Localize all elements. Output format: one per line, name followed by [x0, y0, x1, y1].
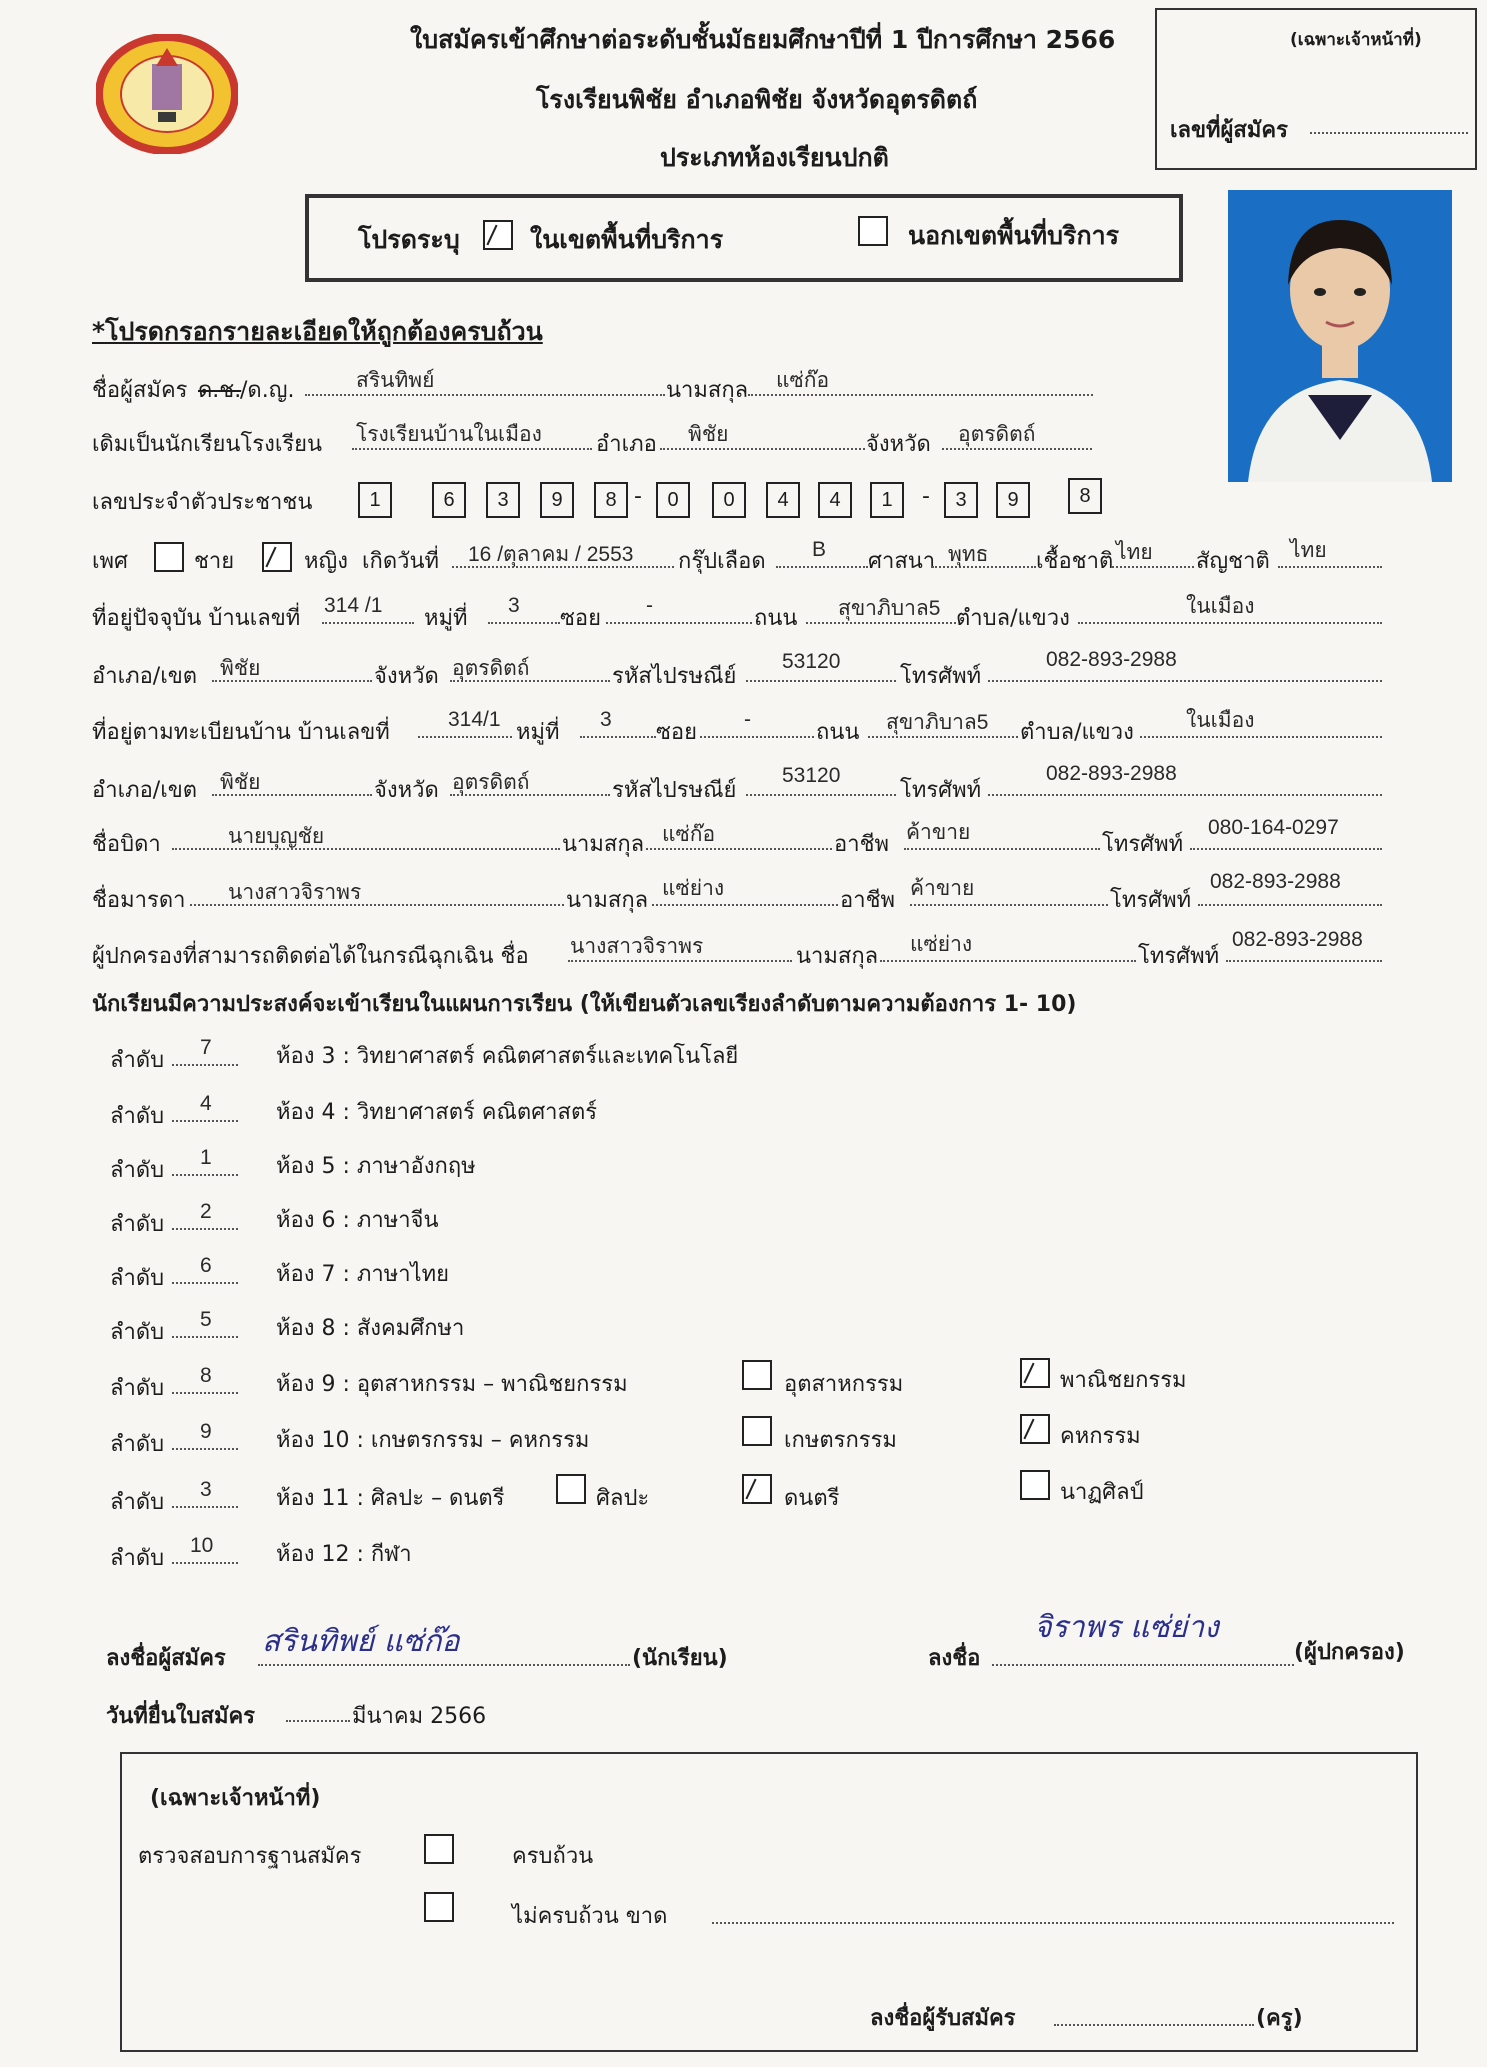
father-tel-label: โทรศัพท์ [1102, 832, 1184, 857]
id-digit-11[interactable]: 3 [944, 482, 978, 518]
incomplete-label: ไม่ครบถ้วน ขาด [512, 1904, 668, 1929]
id-digit-2[interactable]: 6 [432, 482, 466, 518]
rank-label: ลำดับ [110, 1158, 165, 1183]
plan-room: ห้อง 5 : ภาษาอังกฤษ [276, 1154, 476, 1179]
reg-soi-label: ซอย [656, 720, 698, 745]
id-dash-2: - [922, 484, 930, 509]
reg-soi-line [700, 736, 814, 738]
prev-district-label: อำเภอ [596, 432, 657, 457]
rank-label: ลำดับ [110, 1266, 165, 1291]
guardian-role: (ผู้ปกครอง) [1294, 1640, 1405, 1665]
id-digit-13[interactable]: 8 [1068, 478, 1102, 514]
reg-tel-line [988, 794, 1382, 796]
mother-tel-label: โทรศัพท์ [1110, 888, 1192, 913]
father-name-value[interactable]: นายบุญชัย [228, 825, 325, 848]
reg-sub-value[interactable]: ในเมือง [1186, 709, 1255, 732]
date-label: วันที่ยื่นใบสมัคร [106, 1704, 255, 1729]
id-digit-1[interactable]: 1 [358, 482, 392, 518]
reg-district-label: อำเภอ/เขต [92, 778, 198, 803]
mother-surname-value[interactable]: แซ่ย่าง [662, 877, 725, 900]
rank-line [172, 1282, 238, 1284]
mother-tel-line [1198, 904, 1382, 906]
mother-surname-label: นามสกุล [566, 888, 649, 913]
nation-label: สัญชาติ [1196, 549, 1270, 574]
cur-no-line [322, 622, 414, 624]
prefix-boy-struck: ด.ช. [198, 378, 242, 403]
reg-road-label: ถนน [816, 720, 860, 745]
rank-value[interactable]: 5 [200, 1308, 212, 1331]
id-dash-1: - [634, 484, 642, 509]
prev-district-value[interactable]: พิชัย [688, 423, 729, 446]
reg-moo-value[interactable]: 3 [600, 708, 612, 731]
commerce-label: พาณิชยกรรม [1060, 1368, 1187, 1393]
in-area-label: ในเขตพื้นที่บริการ [530, 225, 724, 254]
rank-line [172, 1448, 238, 1450]
office-only-label: (เฉพาะเจ้าหน้าที่) [1290, 30, 1422, 50]
id-digit-12[interactable]: 9 [996, 482, 1030, 518]
office-title: (เฉพาะเจ้าหน้าที่) [150, 1786, 321, 1811]
plan-room: ห้อง 9 : อุตสาหกรรม – พาณิชยกรรม [276, 1372, 628, 1397]
cur-tel-line [988, 680, 1382, 682]
commerce-checkbox[interactable] [1020, 1358, 1050, 1388]
rank-label: ลำดับ [110, 1490, 165, 1515]
cur-province-value[interactable]: อุตรดิตถ์ [452, 657, 530, 680]
student-signature[interactable]: สรินทิพย์ แซ่ก๊อ [262, 1624, 460, 1659]
reg-soi-value[interactable]: - [744, 708, 751, 731]
cur-soi-label: ซอย [560, 606, 602, 631]
rank-line [172, 1562, 238, 1564]
mother-tel-value[interactable]: 082-893-2988 [1210, 870, 1341, 893]
sex-label: เพศ [92, 549, 128, 574]
reg-no-line [418, 736, 512, 738]
rank-label: ลำดับ [110, 1048, 165, 1073]
form-title: ใบสมัครเข้าศึกษาต่อระดับชั้นมัธยมศึกษาปีที่ 1 ปีการศึกษา 2566 [410, 25, 1116, 54]
surname-label: นามสกุล [666, 378, 749, 403]
reg-address-label: ที่อยู่ตามทะเบียนบ้าน บ้านเลขที่ [92, 720, 390, 745]
music-checkbox[interactable] [742, 1474, 772, 1504]
music-label: ดนตรี [784, 1486, 840, 1511]
out-area-checkbox[interactable] [858, 216, 888, 246]
complete-checkbox[interactable] [424, 1834, 454, 1864]
cur-district-value[interactable]: พิชัย [220, 657, 261, 680]
dance-label: นาฏศิลป์ [1060, 1480, 1144, 1505]
male-label: ชาย [194, 549, 235, 574]
dance-checkbox[interactable] [1020, 1470, 1050, 1500]
plan-room: ห้อง 6 : ภาษาจีน [276, 1208, 439, 1233]
id-digit-6[interactable]: 0 [656, 482, 690, 518]
cur-moo-line [488, 622, 560, 624]
rank-value[interactable]: 8 [200, 1364, 212, 1387]
student-sign-label: ลงชื่อผู้สมัคร [106, 1646, 226, 1671]
school-name: โรงเรียนพิชัย อำเภอพิชัย จังหวัดอุตรดิตถ์ [536, 85, 978, 114]
plan-room: ห้อง 7 : ภาษาไทย [276, 1262, 450, 1287]
cur-zip-line [746, 680, 896, 682]
art-checkbox[interactable] [556, 1474, 586, 1504]
cur-soi-value[interactable]: - [646, 594, 653, 617]
cur-no-value[interactable]: 314 /1 [324, 594, 383, 617]
rank-value[interactable]: 3 [200, 1478, 212, 1501]
missing-docs-line[interactable] [712, 1922, 1394, 1924]
first-name-value[interactable]: สรินทิพย์ [356, 369, 435, 392]
date-line [286, 1720, 350, 1722]
prev-school-value[interactable]: โรงเรียนบ้านในเมือง [356, 423, 542, 446]
incomplete-checkbox[interactable] [424, 1892, 454, 1922]
rank-line [172, 1174, 238, 1176]
complete-label: ครบถ้วน [512, 1844, 594, 1869]
cur-soi-line [606, 622, 752, 624]
rank-label: ลำดับ [110, 1320, 165, 1345]
cur-sub-value[interactable]: ในเมือง [1186, 595, 1255, 618]
plan-room: ห้อง 10 : เกษตรกรรม – คหกรรม [276, 1428, 590, 1453]
rank-line [172, 1336, 238, 1338]
cur-province-label: จังหวัด [374, 664, 439, 689]
id-card-label: เลขประจำตัวประชาชน [92, 490, 313, 515]
agri-checkbox[interactable] [742, 1416, 772, 1446]
rank-label: ลำดับ [110, 1546, 165, 1571]
school-seal-icon [96, 34, 238, 154]
rank-value[interactable]: 9 [200, 1420, 212, 1443]
id-digit-7[interactable]: 0 [712, 482, 746, 518]
plan-room: ห้อง 12 : กีฬา [276, 1542, 412, 1567]
applicant-no-label: เลขที่ผู้สมัคร [1170, 118, 1288, 143]
father-surname-value[interactable]: แซ่ก๊อ [662, 823, 716, 846]
rank-label: ลำดับ [110, 1376, 165, 1401]
prev-province-value[interactable]: อุตรดิตถ์ [958, 423, 1036, 446]
mother-job-label: อาชีพ [840, 888, 895, 913]
father-tel-line [1190, 848, 1382, 850]
rank-label: ลำดับ [110, 1212, 165, 1237]
cur-zip-label: รหัสไปรษณีย์ [612, 664, 737, 689]
guardian-surname-value[interactable]: แซ่ย่าง [910, 933, 973, 956]
rank-line [172, 1120, 238, 1122]
student-role: (นักเรียน) [632, 1646, 728, 1671]
religion-value[interactable]: พุทธ [948, 543, 989, 566]
reg-tel-label: โทรศัพท์ [900, 778, 982, 803]
cur-moo-value[interactable]: 3 [508, 594, 520, 617]
father-surname-label: นามสกุล [562, 832, 645, 857]
rank-value[interactable]: 10 [190, 1534, 214, 1557]
reg-moo-label: หมู่ที่ [516, 720, 560, 745]
nation-value[interactable]: ไทย [1290, 539, 1327, 562]
name-label: ชื่อผู้สมัคร [92, 378, 188, 403]
mother-name-value[interactable]: นางสาวจิราพร [228, 881, 362, 904]
guardian-surname-label: นามสกุล [796, 944, 879, 969]
rank-value[interactable]: 6 [200, 1254, 212, 1277]
cur-zip-value[interactable]: 53120 [782, 650, 841, 673]
guardian-sign-line [992, 1664, 1294, 1666]
mother-label: ชื่อมารดา [92, 888, 186, 913]
plan-room: ห้อง 4 : วิทยาศาสตร์ คณิตศาสตร์ [276, 1100, 598, 1125]
father-job-value[interactable]: ค้าขาย [906, 821, 971, 844]
blood-value[interactable]: B [812, 538, 827, 561]
agri-label: เกษตรกรรม [784, 1428, 897, 1453]
student-photo-icon [1228, 190, 1452, 482]
rank-line [172, 1064, 238, 1066]
home-label: คหกรรม [1060, 1424, 1141, 1449]
industry-label: อุตสาหกรรม [784, 1372, 904, 1397]
reg-moo-line [580, 736, 656, 738]
reg-tel-value[interactable]: 082-893-2988 [1046, 762, 1177, 785]
reg-no-value[interactable]: 314/1 [448, 708, 501, 731]
female-label: หญิง [304, 549, 348, 574]
art-label: ศิลปะ [596, 1486, 650, 1511]
cur-tel-label: โทรศัพท์ [900, 664, 982, 689]
plan-title: นักเรียนมีความประสงค์จะเข้าเรียนในแผนการเรียน (ให้เขียนตัวเลขเรียงลำดับตามความต้องการ 1- 10) [92, 992, 1077, 1017]
guardian-tel-line [1226, 960, 1382, 962]
reg-sub-label: ตำบล/แขวง [1020, 720, 1134, 745]
instruction-text: *โปรดกรอกรายละเอียดให้ถูกต้องครบถ้วน [92, 317, 543, 346]
applicant-photo [1228, 190, 1452, 482]
out-area-label: นอกเขตพื้นที่บริการ [908, 221, 1120, 250]
reg-road-value[interactable]: สุขาภิบาล5 [886, 711, 989, 734]
id-digit-9[interactable]: 4 [818, 482, 852, 518]
rank-value[interactable]: 2 [200, 1200, 212, 1223]
rank-value[interactable]: 7 [200, 1036, 212, 1059]
home-checkbox[interactable] [1020, 1414, 1050, 1444]
race-label: เชื้อชาติ [1036, 549, 1114, 574]
plan-room: ห้อง 8 : สังคมศึกษา [276, 1316, 465, 1341]
date-value[interactable]: มีนาคม 2566 [352, 1704, 487, 1729]
rank-line [172, 1506, 238, 1508]
id-digit-8[interactable]: 4 [766, 482, 800, 518]
reg-district-value[interactable]: พิชัย [220, 771, 261, 794]
rank-value[interactable]: 1 [200, 1146, 212, 1169]
birth-label: เกิดวันที่ [362, 549, 440, 574]
cur-tel-value[interactable]: 082-893-2988 [1046, 648, 1177, 671]
receiver-sign-line[interactable] [1054, 2024, 1254, 2026]
id-digit-3[interactable]: 3 [486, 482, 520, 518]
mother-job-value[interactable]: ค้าขาย [910, 877, 975, 900]
guardian-sign-label: ลงชื่อ [928, 1646, 981, 1671]
plan-room: ห้อง 11 : ศิลปะ – ดนตรี [276, 1486, 505, 1511]
guardian-tel-value[interactable]: 082-893-2988 [1232, 928, 1363, 951]
receiver-sign-label: ลงชื่อผู้รับสมัคร [870, 2006, 1016, 2031]
reg-sub-line [1140, 736, 1382, 738]
rank-label: ลำดับ [110, 1432, 165, 1457]
guardian-tel-label: โทรศัพท์ [1138, 944, 1220, 969]
surname-value[interactable]: แซ่ก๊อ [776, 369, 830, 392]
reg-zip-line [746, 794, 896, 796]
blood-label: กรุ๊ปเลือด [678, 549, 766, 574]
rank-value[interactable]: 4 [200, 1092, 212, 1115]
reg-province-value[interactable]: อุตรดิตถ์ [452, 771, 530, 794]
rank-label: ลำดับ [110, 1104, 165, 1129]
father-job-label: อาชีพ [834, 832, 889, 857]
cur-road-value[interactable]: สุขาภิบาล5 [838, 597, 941, 620]
race-value[interactable]: ไทย [1116, 541, 1153, 564]
guardian-signature[interactable]: จิราพร แซ่ย่าง [1034, 1610, 1219, 1645]
religion-label: ศาสนา [868, 549, 936, 574]
guardian-name-value[interactable]: นางสาวจิราพร [570, 935, 704, 958]
class-type: ประเภทห้องเรียนปกติ [660, 143, 889, 172]
industry-checkbox[interactable] [742, 1360, 772, 1390]
id-digit-10[interactable]: 1 [870, 482, 904, 518]
cur-address-label: ที่อยู่ปัจจุบัน บ้านเลขที่ [92, 606, 301, 631]
prev-school-label: เดิมเป็นนักเรียนโรงเรียน [92, 432, 323, 457]
male-checkbox[interactable] [154, 542, 184, 572]
cur-sub-label: ตำบล/แขวง [956, 606, 1070, 631]
rank-line [172, 1392, 238, 1394]
area-label: โปรดระบุ [358, 225, 460, 254]
receiver-role: (ครู) [1256, 2006, 1303, 2031]
blood-line [776, 566, 868, 568]
female-checkbox[interactable] [262, 542, 292, 572]
cur-road-label: ถนน [754, 606, 798, 631]
prev-province-label: จังหวัด [866, 432, 931, 457]
plan-room: ห้อง 3 : วิทยาศาสตร์ คณิตศาสตร์และเทคโนโลยี [276, 1044, 739, 1069]
reg-province-label: จังหวัด [374, 778, 439, 803]
father-label: ชื่อบิดา [92, 832, 161, 857]
cur-district-label: อำเภอ/เขต [92, 664, 198, 689]
id-digit-5[interactable]: 8 [594, 482, 628, 518]
in-area-checkbox[interactable] [483, 220, 513, 250]
reg-zip-label: รหัสไปรษณีย์ [612, 778, 737, 803]
office-check-label: ตรวจสอบการฐานสมัคร [138, 1844, 362, 1869]
father-tel-value[interactable]: 080-164-0297 [1208, 816, 1339, 839]
reg-zip-value[interactable]: 53120 [782, 764, 841, 787]
guardian-label: ผู้ปกครองที่สามารถติดต่อได้ในกรณีฉุกเฉิน ชื่อ [92, 944, 529, 969]
birth-value[interactable]: 16 /ตุลาคม / 2553 [468, 543, 634, 566]
cur-moo-label: หมู่ที่ [424, 606, 468, 631]
prefix-girl: /ด.ญ. [240, 378, 295, 403]
rank-line [172, 1228, 238, 1230]
id-digit-4[interactable]: 9 [540, 482, 574, 518]
applicant-no-line[interactable] [1310, 132, 1468, 134]
